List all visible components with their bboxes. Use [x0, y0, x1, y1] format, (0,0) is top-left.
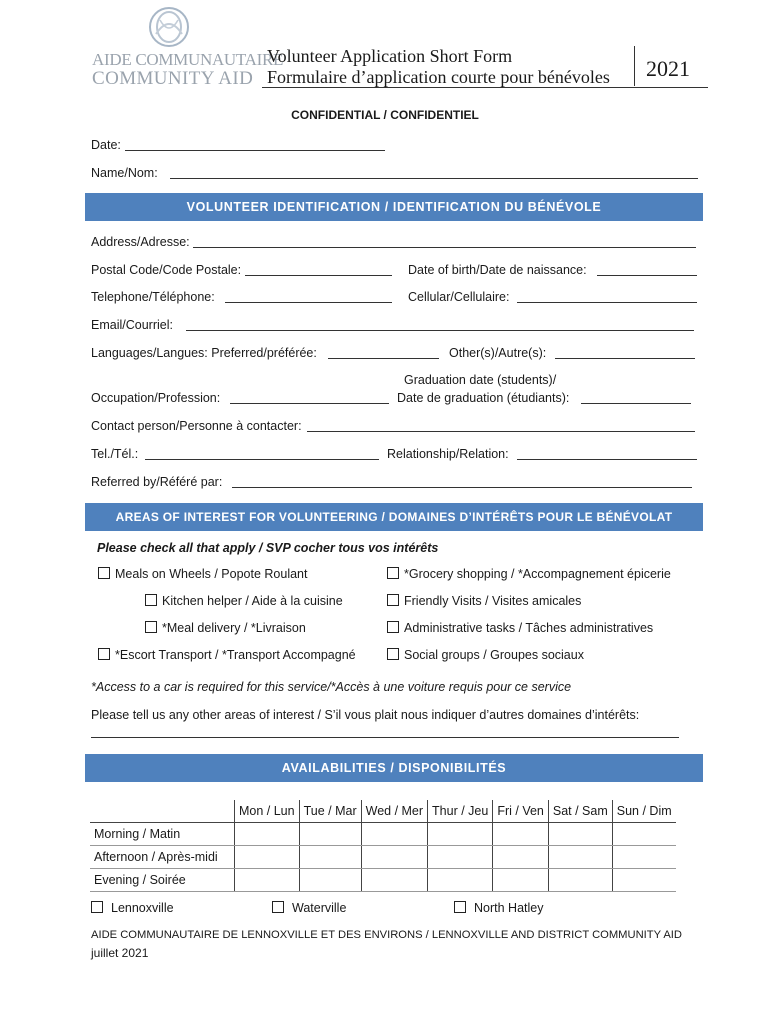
form-title-en: Volunteer Application Short Form: [267, 46, 513, 66]
name-label: Name/Nom:: [91, 166, 158, 180]
social-label: Social groups / Groupes sociaux: [404, 648, 584, 662]
logo-line-1: AIDE COMMUNAUTAIRE: [92, 50, 284, 69]
availability-header-row: [90, 800, 676, 823]
friendly-checkbox[interactable]: [387, 594, 399, 606]
option-escort-transport[interactable]: [98, 648, 356, 662]
section-volunteer-identification: VOLUNTEER IDENTIFICATION / IDENTIFICATION DU BÉNÉVOLE: [85, 193, 703, 221]
cell-morning-mon[interactable]: [235, 823, 300, 846]
waterville-label: Waterville: [292, 901, 347, 915]
check-instruction: Please check all that apply / SVP cocher tous vos intérêts: [97, 541, 439, 555]
logo: [90, 6, 284, 92]
footer-date: juillet 2021: [91, 946, 149, 960]
relationship-field[interactable]: [517, 459, 697, 460]
option-grocery[interactable]: [387, 567, 671, 581]
period-afternoon: Afternoon / Après-midi: [90, 846, 235, 869]
cell-evening-wed[interactable]: [361, 869, 427, 892]
cell-afternoon-thu[interactable]: [428, 846, 493, 869]
section-availabilities: AVAILABILITIES / DISPONIBILITÉS: [85, 754, 703, 782]
cell-morning-tue[interactable]: [299, 823, 361, 846]
period-evening: Evening / Soirée: [90, 869, 235, 892]
dob-field[interactable]: [597, 275, 697, 276]
form-year: 2021: [646, 56, 690, 81]
option-social-groups[interactable]: [387, 648, 584, 662]
name-field[interactable]: [170, 178, 698, 179]
location-lennoxville[interactable]: [91, 901, 174, 915]
logo-mark-icon: [146, 6, 192, 50]
option-kitchen-helper[interactable]: [145, 594, 343, 608]
email-field[interactable]: [186, 330, 694, 331]
other-areas-field[interactable]: [91, 737, 679, 738]
form-title-fr: Formulaire d’application courte pour bénévoles: [267, 67, 610, 87]
escort-checkbox[interactable]: [98, 648, 110, 660]
availability-table: [90, 800, 676, 892]
cell-morning-sat[interactable]: [548, 823, 612, 846]
occupation-label: Occupation/Profession:: [91, 391, 221, 405]
cell-evening-tue[interactable]: [299, 869, 361, 892]
location-waterville[interactable]: [272, 901, 346, 915]
confidential-label: CONFIDENTIAL / CONFIDENTIEL: [291, 108, 479, 122]
car-access-note: *Access to a car is required for this service/*Accès à une voiture requis pour ce service: [91, 680, 572, 694]
graduation-label-line2: Date de graduation (étudiants):: [397, 391, 570, 405]
email-label: Email/Courriel:: [91, 318, 173, 332]
graduation-field[interactable]: [581, 403, 691, 404]
meal-delivery-checkbox[interactable]: [145, 621, 157, 633]
address-label: Address/Adresse:: [91, 235, 190, 249]
meals-checkbox[interactable]: [98, 567, 110, 579]
day-tue: Tue / Mar: [299, 800, 361, 823]
cell-afternoon-sat[interactable]: [548, 846, 612, 869]
cell-morning-sun[interactable]: [612, 823, 675, 846]
social-checkbox[interactable]: [387, 648, 399, 660]
postal-code-label: Postal Code/Code Postale:: [91, 263, 242, 277]
cellular-label: Cellular/Cellulaire:: [408, 290, 510, 304]
postal-code-field[interactable]: [245, 275, 392, 276]
title-divider: [634, 46, 635, 86]
occupation-field[interactable]: [230, 403, 389, 404]
day-mon: Mon / Lun: [235, 800, 300, 823]
header-rule: [262, 87, 708, 88]
admin-checkbox[interactable]: [387, 621, 399, 633]
header-corner: [90, 800, 235, 823]
dob-label: Date of birth/Date de naissance:: [408, 263, 587, 277]
day-fri: Fri / Ven: [493, 800, 549, 823]
footer-organization: AIDE COMMUNAUTAIRE DE LENNOXVILLE ET DES ENVIRONS / LENNOXVILLE AND DISTRICT COMMUNITY AID: [91, 929, 682, 941]
cell-afternoon-wed[interactable]: [361, 846, 427, 869]
preferred-language-field[interactable]: [328, 358, 439, 359]
date-field[interactable]: [125, 150, 385, 151]
day-sun: Sun / Dim: [612, 800, 675, 823]
availability-row-evening: [90, 869, 676, 892]
day-thu: Thur / Jeu: [428, 800, 493, 823]
availability-row-morning: [90, 823, 676, 846]
cell-afternoon-fri[interactable]: [493, 846, 549, 869]
languages-label: Languages/Langues: Preferred/préférée:: [91, 346, 317, 360]
section-areas-of-interest: AREAS OF INTEREST FOR VOLUNTEERING / DOMAINES D’INTÉRÊTS POUR LE BÉNÉVOLAT: [85, 503, 703, 531]
cell-evening-thu[interactable]: [428, 869, 493, 892]
grocery-checkbox[interactable]: [387, 567, 399, 579]
day-wed: Wed / Mer: [361, 800, 427, 823]
availability-row-afternoon: [90, 846, 676, 869]
referred-by-label: Referred by/Référé par:: [91, 475, 223, 489]
friendly-label: Friendly Visits / Visites amicales: [404, 594, 582, 608]
lennoxville-label: Lennoxville: [111, 901, 174, 915]
option-meal-delivery[interactable]: [145, 621, 306, 635]
cell-morning-fri[interactable]: [493, 823, 549, 846]
meals-label: Meals on Wheels / Popote Roulant: [115, 567, 308, 581]
cell-afternoon-tue[interactable]: [299, 846, 361, 869]
address-field[interactable]: [193, 247, 696, 248]
logo-line-2: COMMUNITY AID: [92, 68, 254, 89]
cell-morning-thu[interactable]: [428, 823, 493, 846]
other-areas-label: Please tell us any other areas of interest / S’il vous plait nous indiquer d’autres domaines d’intérêts:: [91, 708, 640, 722]
option-admin-tasks[interactable]: [387, 621, 653, 635]
contact-person-label: Contact person/Personne à contacter:: [91, 419, 302, 433]
other-languages-field[interactable]: [555, 358, 695, 359]
graduation-label-line1: Graduation date (students)/: [404, 373, 557, 387]
grocery-label: *Grocery shopping / *Accompagnement épicerie: [404, 567, 671, 581]
cell-morning-wed[interactable]: [361, 823, 427, 846]
kitchen-label: Kitchen helper / Aide à la cuisine: [162, 594, 343, 608]
cell-afternoon-mon[interactable]: [235, 846, 300, 869]
cell-evening-fri[interactable]: [493, 869, 549, 892]
date-label: Date:: [91, 138, 121, 152]
contact-person-field[interactable]: [307, 431, 695, 432]
escort-label: *Escort Transport / *Transport Accompagné: [115, 648, 356, 662]
location-north-hatley[interactable]: [454, 901, 543, 915]
waterville-checkbox[interactable]: [272, 901, 284, 913]
telephone-field[interactable]: [225, 302, 392, 303]
cell-evening-sat[interactable]: [548, 869, 612, 892]
north-hatley-checkbox[interactable]: [454, 901, 466, 913]
cell-afternoon-sun[interactable]: [612, 846, 675, 869]
relationship-label: Relationship/Relation:: [387, 447, 509, 461]
period-morning: Morning / Matin: [90, 823, 235, 846]
cell-evening-mon[interactable]: [235, 869, 300, 892]
other-languages-label: Other(s)/Autre(s):: [449, 346, 547, 360]
north-hatley-label: North Hatley: [474, 901, 544, 915]
option-meals-on-wheels[interactable]: [98, 567, 307, 581]
lennoxville-checkbox[interactable]: [91, 901, 103, 913]
cell-evening-sun[interactable]: [612, 869, 675, 892]
tel-field[interactable]: [145, 459, 379, 460]
kitchen-checkbox[interactable]: [145, 594, 157, 606]
telephone-label: Telephone/Téléphone:: [91, 290, 215, 304]
admin-label: Administrative tasks / Tâches administratives: [404, 621, 654, 635]
day-sat: Sat / Sam: [548, 800, 612, 823]
tel-label: Tel./Tél.:: [91, 447, 139, 461]
meal-delivery-label: *Meal delivery / *Livraison: [162, 621, 306, 635]
cellular-field[interactable]: [517, 302, 697, 303]
referred-by-field[interactable]: [232, 487, 692, 488]
option-friendly-visits[interactable]: [387, 594, 581, 608]
